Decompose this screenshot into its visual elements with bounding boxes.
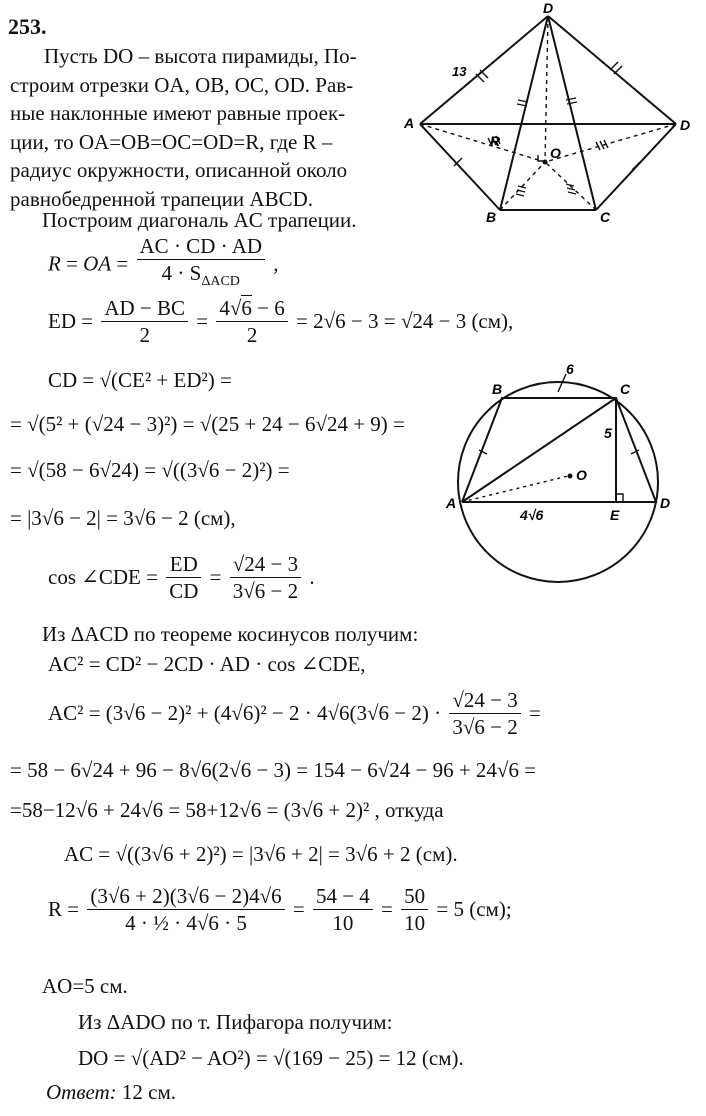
- label-D-top: D: [543, 0, 554, 16]
- label-6: 6: [566, 361, 574, 377]
- label-O: O: [550, 145, 561, 161]
- intro-line: Пусть DO – высота пирамиды, По-: [44, 44, 357, 68]
- point-O: [568, 474, 573, 479]
- label-E: E: [610, 507, 620, 523]
- intro-line: радиус окружности, описанной около: [10, 158, 348, 182]
- cos-theorem-line: Из ΔACD по теореме косинусов получим:: [42, 622, 419, 646]
- eq-R: R = OA = $\frac{AC \cdot CD \cdot AD}{4 \cdot S_{\Delta ACD}}$ ,: [48, 234, 279, 290]
- eq-ED: ED = $\frac{AD - BC}{2}$ = $\frac{4√6 - 6}{2}$ = 2√6 − 3 = √24 − 3 (см),: [48, 296, 514, 347]
- seg-OD: [545, 124, 676, 162]
- label-B: B: [492, 381, 503, 397]
- edge-DD: [548, 16, 676, 124]
- diag-line: Построим диагональ AC трапеции.: [42, 208, 357, 232]
- eq-cos: cos ∠CDE = $\frac{ED}{CD}$ = $\frac{√24 - 3}{3√6 - 2}$ .: [48, 552, 315, 603]
- label-C: C: [620, 381, 631, 397]
- label-13: 13: [452, 64, 467, 79]
- label-4sqrt6: 4√6: [520, 507, 544, 523]
- eq-CD-1: CD = √(CE² + ED²) =: [48, 368, 232, 392]
- label-D-right: D: [680, 117, 691, 133]
- eq-AC-5: AC = √((3√6 + 2)²) = |3√6 + 2| = 3√6 + 2 (см).: [64, 842, 458, 866]
- circle-figure: [430, 356, 706, 612]
- eq-CD-2: = √(5² + (√24 − 3)²) = √(25 + 24 − 6√24 + 9) =: [10, 412, 405, 436]
- pyramid-figure: [400, 0, 706, 230]
- eq-AC-1: AC² = CD² − 2CD · AD · cos ∠CDE,: [48, 652, 366, 676]
- intro-line: строим отрезки OA, OB, OC, OD. Рав-: [10, 72, 354, 97]
- answer-label: Ответ:: [46, 1080, 117, 1104]
- trapezoid-ABCD: [462, 398, 656, 502]
- eq-AC-4: =58−12√6 + 24√6 = 58+12√6 = (3√6 + 2)² , откуда: [10, 798, 444, 822]
- edge-DC: [548, 16, 596, 210]
- eq-CD-4: = |3√6 − 2| = 3√6 − 2 (см),: [10, 506, 236, 530]
- seg-OC: [545, 162, 596, 210]
- intro-paragraph: [10, 42, 390, 213]
- eq-CD-3: = √(58 − 6√24) = √((3√6 − 2)²) =: [10, 458, 290, 482]
- eq-AC-2: AC² = (3√6 − 2)² + (4√6)² − 2 · 4√6(3√6 − 2) · $\frac{√24 - 3}{3√6 - 2}$ =: [48, 688, 541, 739]
- pyth-line: Из ΔADO по т. Пифагора получим:: [78, 1010, 393, 1034]
- label-D: D: [660, 495, 671, 511]
- intro-line: ные наклонные имеют равные проек-: [10, 101, 346, 125]
- base-AB: [420, 124, 500, 210]
- label-R: R: [490, 133, 501, 149]
- edge-DA: [420, 16, 548, 124]
- label-A: A: [404, 115, 415, 131]
- height-DO: [545, 16, 548, 162]
- eq-AC-3: = 58 − 6√24 + 96 − 8√6(2√6 − 3) = 154 − 6√24 − 96 + 24√6 =: [10, 758, 537, 782]
- eq-R-num: AC · CD · AD: [137, 234, 266, 260]
- label-B: B: [486, 209, 497, 225]
- eq-R2: R = $\frac{(3√6 + 2)(3√6 - 2)4√6}{\text{4 · ½ · 4√6 · 5}}$ = $\frac{54 - 4}{10}$ = $\frac{50}{10}$ = 5 (см);: [48, 884, 512, 935]
- answer: [46, 1080, 176, 1105]
- answer-value: 12 см.: [116, 1080, 177, 1104]
- label-A: A: [446, 495, 457, 511]
- label-C: C: [600, 209, 611, 225]
- eq-DO: DO = √(AD² − AO²) = √(169 − 25) = 12 (см).: [78, 1046, 464, 1070]
- circumcircle: [458, 382, 658, 582]
- label-5: 5: [604, 425, 612, 441]
- problem-number: 253.: [8, 14, 47, 39]
- ao-line: AO=5 см.: [42, 974, 128, 998]
- edge-DB: [500, 16, 548, 210]
- seg-AO: [462, 476, 568, 502]
- base-CD: [596, 124, 676, 210]
- intro-line: ции, то OA=OB=OC=OD=R, где R –: [10, 129, 333, 154]
- point-O: [543, 160, 548, 165]
- label-O: O: [576, 467, 587, 483]
- intro-line: равнобедренной трапеции ABCD.: [10, 186, 313, 211]
